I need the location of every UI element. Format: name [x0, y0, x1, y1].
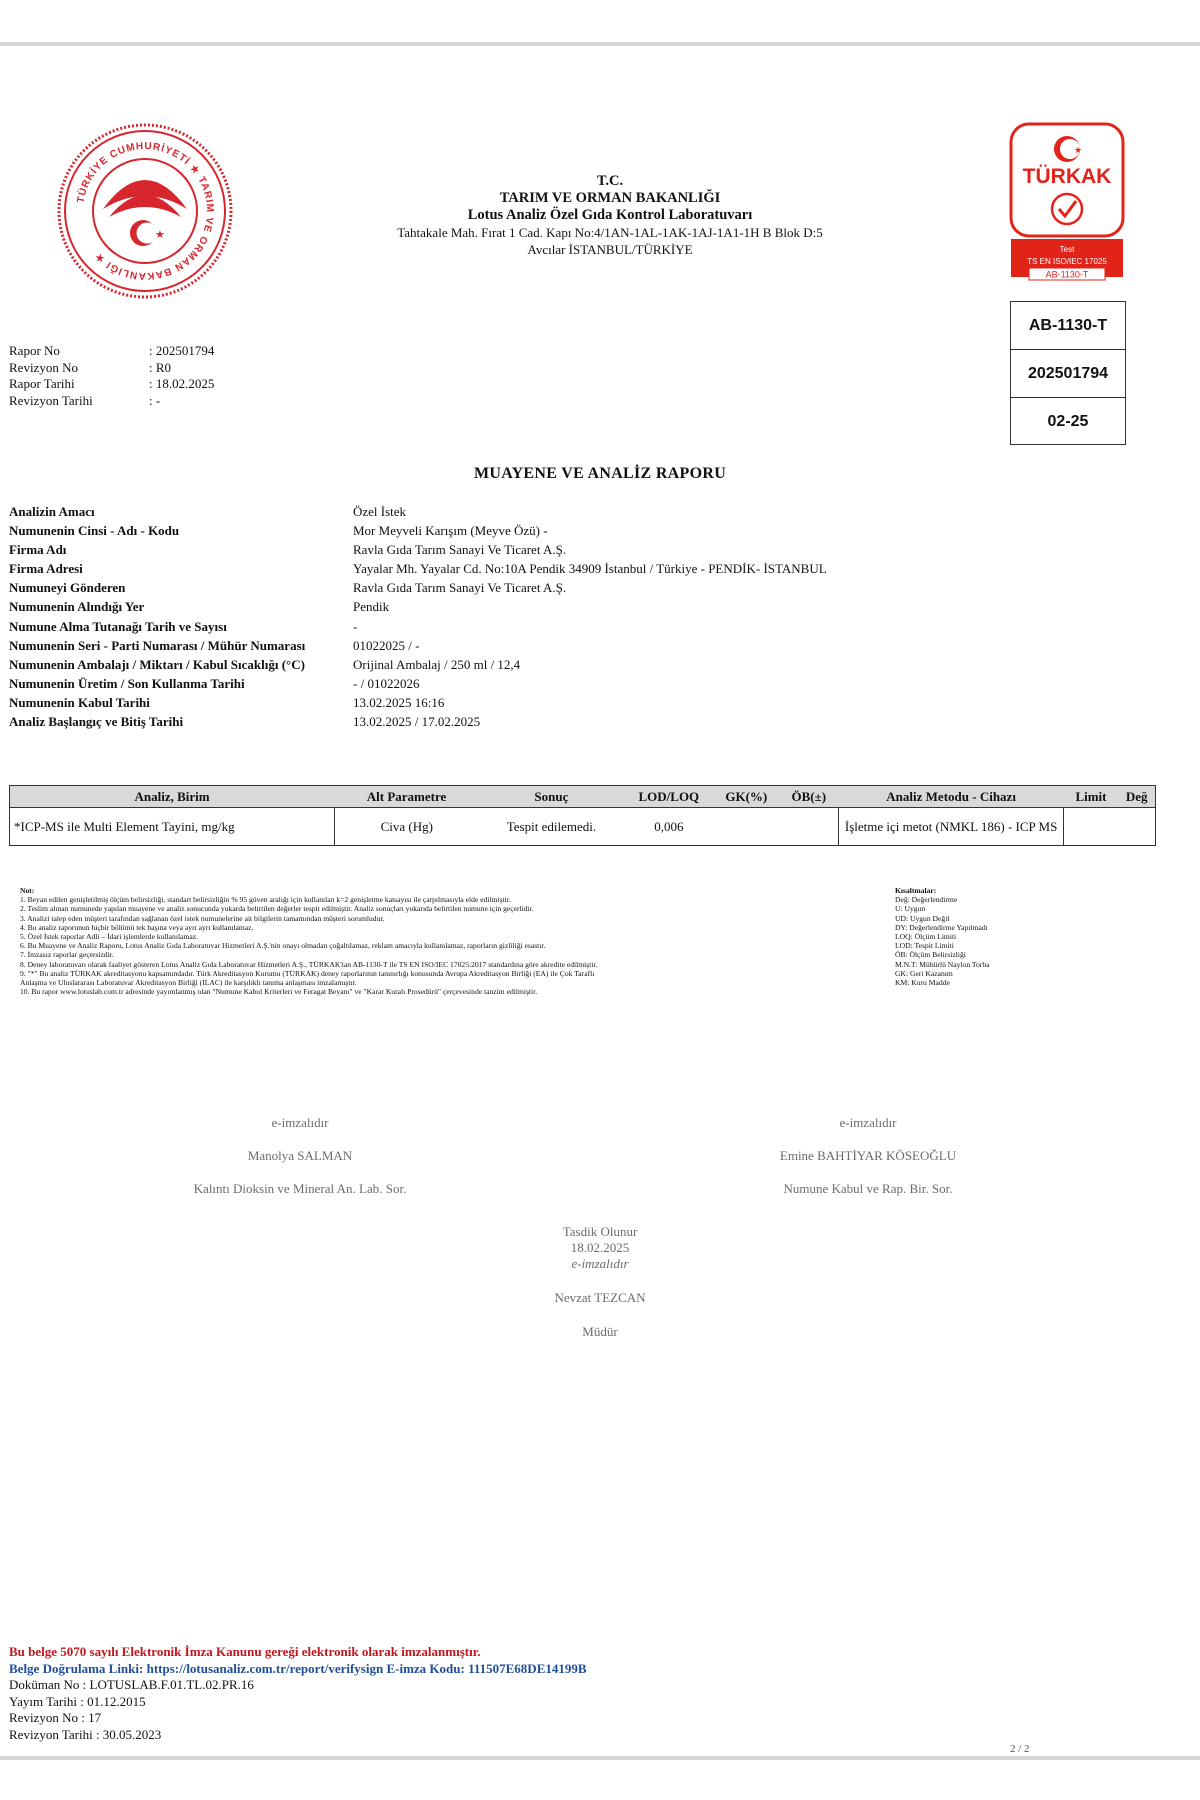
info-label: Numunenin Cinsi - Adı - Kodu	[9, 523, 180, 539]
info-label: Numunenin Üretim / Son Kullanma Tarihi	[9, 675, 245, 691]
info-row	[9, 540, 1153, 559]
info-value: 13.02.2025 / 17.02.2025	[353, 714, 481, 730]
sample-info	[9, 502, 1153, 731]
info-label: Firma Adı	[9, 542, 67, 558]
abbreviation-item: U: Uygun	[895, 904, 926, 914]
signer-name: Manolya SALMAN	[247, 1148, 353, 1163]
abbreviation-item: LOD: Tespit Limiti	[895, 941, 954, 951]
signer-role: Numune Kabul ve Rap. Bir. Sor.	[783, 1181, 953, 1196]
info-value: Mor Meyveli Karışım (Meyve Özü) -	[353, 523, 548, 539]
table-cell: *ICP-MS ile Multi Element Tayini, mg/kg	[10, 808, 335, 846]
notes-section	[20, 886, 840, 996]
meta-value: : -	[149, 392, 161, 408]
abbreviations-section	[895, 886, 1055, 987]
table-cell: Tespit edilemedi.	[479, 808, 624, 846]
column-header: Sonuç	[479, 786, 624, 808]
info-row	[9, 578, 1153, 597]
abbreviation-item: M.N.T: Mühürlü Naylon Torba	[895, 959, 990, 969]
report-title: MUAYENE VE ANALİZ RAPORU	[473, 465, 727, 482]
report-period-box: 02-25	[1047, 413, 1089, 430]
info-row	[9, 655, 1153, 674]
esign-label: e-imzalıdır	[271, 1115, 329, 1130]
table-cell: 0,006	[624, 808, 714, 846]
info-value: Özel İstek	[353, 504, 407, 519]
lab-header	[340, 173, 880, 258]
note-item: 10. Bu rapor www.lotuslab.com.tr adresinde yayımlanmış olan "Numune Kabul Kriterleri ve Feragat Beyanı" ve "Karar Kuralı Prosedürü" çerçevesinde tanzim edilmiştir.	[20, 987, 538, 997]
table-cell: Civa (Hg)	[334, 808, 479, 846]
report-number-box: 202501794	[1011, 350, 1125, 398]
table-row	[10, 808, 1156, 846]
meta-row	[9, 343, 214, 360]
note-item: 5. Özel İstek raporlar Adli – İdari işlemlerde kullanılamaz.	[20, 932, 198, 942]
document-footer	[9, 1644, 587, 1743]
note-item: 9. "*" Bu analiz TÜRKAK akreditasyonu kapsamındadır. Türk Akreditasyon Kurumu (TÜRKAK) deney raporlarının tanınırlığı konusunda Avrupa Akreditasyon Birliği (EA) ile Çok Taraflı	[20, 968, 595, 978]
signer-name: Nevzat TEZCAN	[554, 1290, 646, 1305]
info-value: Pendik	[353, 599, 390, 615]
abbreviation-item: ÖB: Ölçüm Belirsizliği	[895, 950, 966, 960]
table-cell	[714, 808, 779, 846]
approved-label: Tasdik Olunur	[562, 1224, 638, 1239]
table-header-row	[10, 786, 1156, 808]
signature-center	[450, 1224, 750, 1340]
svg-text:TÜRKİYE CUMHURİYETİ ★ TARIM VE: TÜRKİYE CUMHURİYETİ ★ TARIM VE ORMAN BAKANLIĞI ★	[75, 140, 216, 282]
info-value: 01022025 / -	[353, 637, 420, 653]
column-header: Değ	[1118, 786, 1155, 808]
turkak-accreditation-logo	[1008, 121, 1126, 291]
signer-role: Kalıntı Dioksin ve Mineral An. Lab. Sor.	[193, 1181, 407, 1196]
info-label: Firma Adresi	[9, 561, 83, 577]
info-row	[9, 597, 1153, 616]
info-label: Numunenin Kabul Tarihi	[9, 694, 150, 710]
info-value: - / 01022026	[353, 675, 420, 691]
info-value: -	[353, 618, 358, 634]
abbreviation-item: UD: Uygun Değil	[895, 913, 950, 923]
esign-label: e-imzalıdır	[571, 1256, 629, 1271]
abbreviation-item: KM: Kuru Madde	[895, 978, 950, 988]
info-value: Yayalar Mh. Yayalar Cd. No:10A Pendik 34909 İstanbul / Türkiye - PENDİK- İSTANBUL	[353, 561, 827, 577]
table-cell	[1063, 808, 1118, 846]
abbreviation-item: LOQ: Ölçüm Limiti	[895, 932, 957, 942]
signer-role: Müdür	[582, 1324, 618, 1339]
document-number: Doküman No : LOTUSLAB.F.01.TL.02.PR.16	[9, 1677, 254, 1692]
abbreviation-item: Değ: Değerlendirme	[895, 895, 958, 905]
meta-row	[9, 393, 214, 410]
note-item: 6. Bu Muayene ve Analiz Raporu, Lotus Analiz Gıda Laboratuvar Hizmetleri A.Ş.'nin onayı olmadan çoğaltılamaz, reklam amacıyla kullanılamaz, raporların gizliliği esastır.	[20, 941, 546, 951]
table-cell: İşletme içi metot (NMKL 186) - ICP MS	[839, 808, 1064, 846]
column-header: Limit	[1063, 786, 1118, 808]
info-row	[9, 693, 1153, 712]
info-label: Numunenin Seri - Parti Numarası / Mühür Numarası	[9, 637, 306, 653]
svg-text:★: ★	[155, 228, 165, 241]
info-row	[9, 674, 1153, 693]
accreditation-code-box	[1010, 301, 1126, 445]
note-item: 2. Teslim alınan numunede yapılan muayene ve analiz sonucunda yukarda belirtilen değerler tespit edilmiştir. Analiz sonuçları yukarıda belirtilen numune için geçerlidir.	[20, 904, 534, 914]
turkak-standard: TS EN ISO/IEC 17025	[1027, 257, 1107, 266]
info-row	[9, 521, 1153, 540]
meta-label: Revizyon Tarihi	[9, 392, 93, 408]
note-item: Anlaşma ve Uluslararası Laboratuvar Akreditasyon Birliği (ILAC) ile karşılıklı tanıma anlaşması imzalamıştır.	[20, 978, 357, 988]
note-item: 1. Beyan edilen genişletilmiş ölçüm belirsizliği, standart belirsizliğin % 95 güven aralığı için kullanılan k=2 genişletme katsayısı ile çarpılmasıyla elde edilmiştir.	[20, 895, 511, 905]
column-header: Analiz Metodu - Cihazı	[839, 786, 1064, 808]
note-item: 4. Bu analiz raporunun hiçbir bölümü tek başına veya ayrı ayrı kullanılamaz.	[20, 922, 254, 932]
abbreviation-item: DY: Değerlendirme Yapılmadı	[895, 922, 988, 932]
info-label: Numunenin Alındığı Yer	[9, 599, 145, 615]
ministry-seal-logo	[55, 121, 235, 301]
lab-address-line-1: Tahtakale Mah. Fırat 1 Cad. Kapı No:4/1AN-1AL-1AK-1AJ-1A1-1H B Blok D:5	[397, 225, 823, 240]
abbreviation-item: GK: Geri Kazanım	[895, 968, 953, 978]
note-item: 7. İmzasız raporlar geçersizdir.	[20, 950, 114, 960]
revision-number: Revizyon No : 17	[9, 1710, 102, 1725]
info-value: Orijinal Ambalaj / 250 ml / 12,4	[353, 656, 521, 672]
meta-value: : 18.02.2025	[149, 376, 215, 391]
revision-date: Revizyon Tarihi : 30.05.2023	[9, 1726, 162, 1742]
meta-value: : 202501794	[149, 343, 215, 358]
meta-label: Rapor No	[9, 343, 60, 358]
info-label: Numunenin Ambalajı / Miktarı / Kabul Sıcaklığı (°C)	[9, 656, 305, 672]
notes-heading: Not:	[20, 886, 35, 895]
results-table	[9, 785, 1156, 846]
info-row	[9, 617, 1153, 636]
note-item: 3. Analizi talep eden müşteri tarafından sağlanan özel istek numunelerine ait bilgilerin tamamından müşteri sorumludur.	[20, 913, 385, 923]
info-label: Numune Alma Tutanağı Tarih ve Sayısı	[9, 618, 227, 634]
info-row	[9, 636, 1153, 655]
report-page	[0, 42, 1200, 1760]
info-value: Ravla Gıda Tarım Sanayi Ve Ticaret A.Ş.	[353, 542, 567, 558]
info-label: Numuneyi Gönderen	[9, 580, 126, 596]
meta-label: Revizyon No	[9, 359, 78, 375]
esign-law-notice: Bu belge 5070 sayılı Elektronik İmza Kanunu gereği elektronik olarak imzalanmıştır.	[9, 1644, 481, 1659]
table-cell	[779, 808, 839, 846]
turkak-code: AB-1130-T	[1045, 269, 1089, 280]
lab-address-line-2: Avcılar İSTANBUL/TÜRKİYE	[527, 242, 693, 257]
table-cell	[1118, 808, 1155, 846]
info-row	[9, 502, 1153, 521]
signature-right	[718, 1106, 1018, 1205]
ministry-name: TARIM VE ORMAN BAKANLIĞI	[499, 190, 721, 206]
note-item: 8. Deney laboratuvarı olarak faaliyet gösteren Lotus Analiz Gıda Laboratuvar Hizmetleri A.Ş., TÜRKAK'tan AB-1130-T ile TS EN ISO/IEC 17025:2017 standardına göre akredite edilmiştir.	[20, 959, 598, 969]
column-header: LOD/LOQ	[624, 786, 714, 808]
column-header: ÖB(±)	[779, 786, 839, 808]
info-value: Ravla Gıda Tarım Sanayi Ve Ticaret A.Ş.	[353, 580, 567, 596]
country-label: T.C.	[596, 173, 624, 189]
page-number: 2 / 2	[1010, 1743, 1030, 1755]
column-header: Alt Parametre	[334, 786, 479, 808]
lab-name: Lotus Analiz Özel Gıda Kontrol Laboratuvarı	[467, 207, 753, 223]
approval-date: 18.02.2025	[570, 1240, 630, 1255]
info-label: Analizin Amacı	[9, 504, 95, 519]
turkak-test: Test	[1059, 245, 1075, 254]
signature-left	[150, 1106, 450, 1205]
turkak-brand: TÜRKAK	[1022, 165, 1112, 188]
meta-value: : R0	[149, 359, 172, 375]
info-value: 13.02.2025 16:16	[353, 694, 445, 710]
column-header: Analiz, Birim	[10, 786, 335, 808]
accreditation-code: AB-1130-T	[1011, 302, 1125, 350]
meta-label: Rapor Tarihi	[9, 376, 75, 391]
meta-row	[9, 360, 214, 377]
info-row	[9, 559, 1153, 578]
esign-label: e-imzalıdır	[839, 1115, 897, 1130]
info-label: Analiz Başlangıç ve Bitiş Tarihi	[9, 714, 184, 730]
signer-name: Emine BAHTİYAR KÖSEOĞLU	[779, 1148, 957, 1163]
info-row	[9, 712, 1153, 731]
report-meta	[9, 343, 214, 409]
abbreviations-heading: Kısaltmalar:	[895, 886, 937, 895]
column-header: GK(%)	[714, 786, 779, 808]
meta-row	[9, 376, 214, 393]
verification-link[interactable]: Belge Doğrulama Linki: https://lotusanaliz.com.tr/report/verifysign E-imza Kodu: 111507E68DE14199B	[9, 1660, 587, 1676]
svg-text:★: ★	[1074, 146, 1083, 156]
publish-date: Yayım Tarihi : 01.12.2015	[9, 1693, 146, 1709]
